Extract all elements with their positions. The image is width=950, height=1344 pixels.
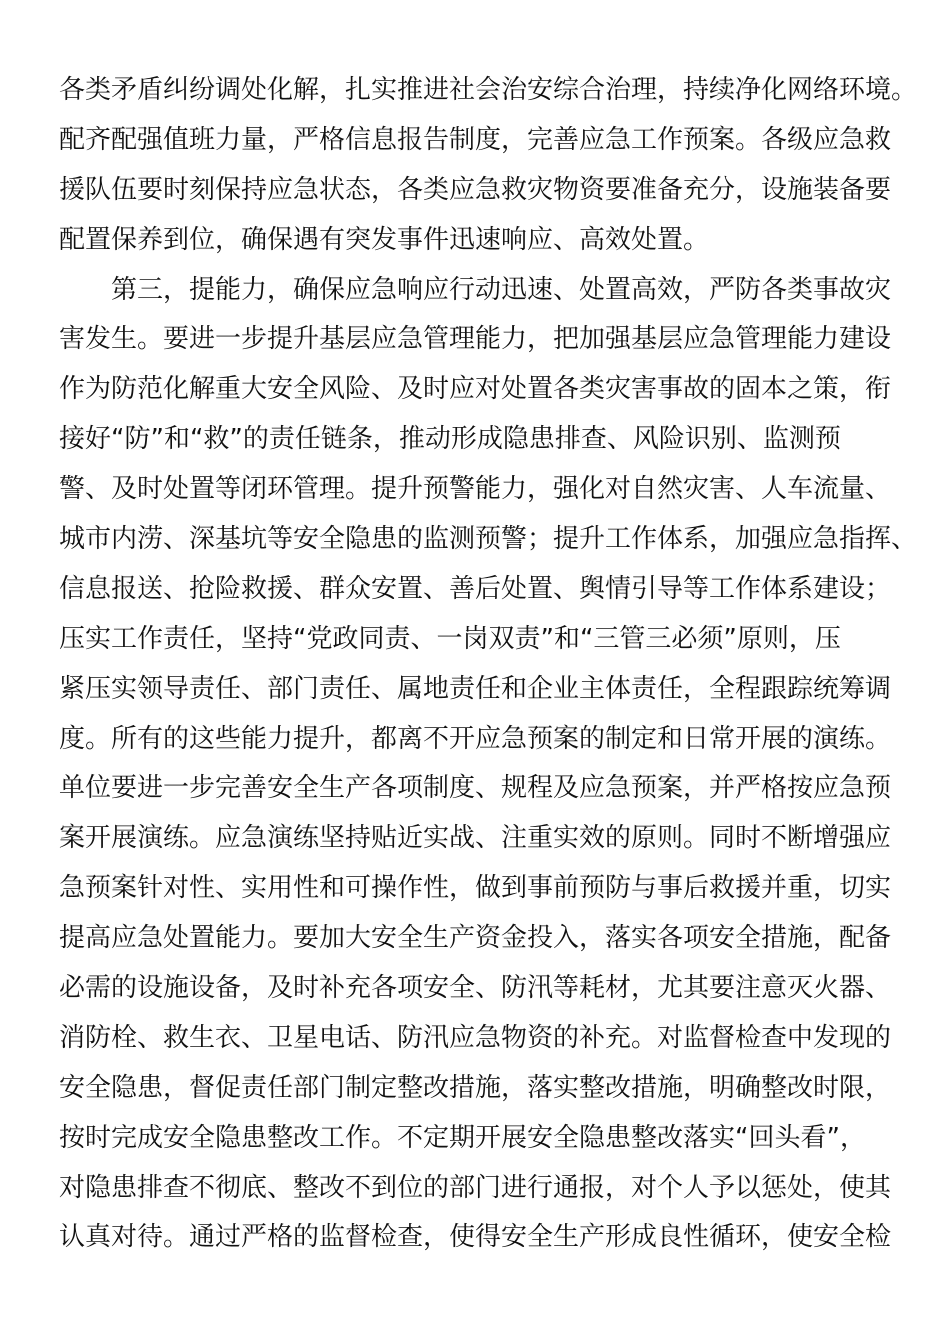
text-line: 援队伍要时刻保持应急状态，各类应急救灾物资要准备充分，设施装备要 bbox=[59, 174, 892, 205]
text-line: 急预案针对性、实用性和可操作性，做到事前预防与事后救援并重，切实 bbox=[59, 873, 892, 904]
text-line: 城市内涝、深基坑等安全隐患的监测预警；提升工作体系，加强应急指挥、 bbox=[59, 524, 918, 555]
text-line: 安全隐患，督促责任部门制定整改措施，落实整改措施，明确整改时限， bbox=[59, 1072, 892, 1103]
text-line: 消防栓、救生衣、卫星电话、防汛应急物资的补充。对监督检查中发现的 bbox=[59, 1022, 892, 1053]
text-line: 作为防范化解重大安全风险、及时应对处置各类灾害事故的固本之策，衔 bbox=[59, 374, 892, 405]
text-line: 接好“防”和“救”的责任链条，推动形成隐患排查、风险识别、监测预 bbox=[59, 424, 841, 455]
text-line: 按时完成安全隐患整改工作。不定期开展安全隐患整改落实“回头看”， bbox=[59, 1122, 866, 1153]
text-line: 单位要进一步完善安全生产各项制度、规程及应急预案，并严格按应急预 bbox=[59, 773, 892, 804]
text-line: 信息报送、抢险救援、群众安置、善后处置、舆情引导等工作体系建设； bbox=[59, 573, 892, 604]
body-text bbox=[59, 66, 918, 1263]
text-line: 提高应急处置能力。要加大安全生产资金投入，落实各项安全措施，配备 bbox=[59, 923, 892, 954]
text-line: 认真对待。通过严格的监督检查，使得安全生产形成良性循环，使安全检 bbox=[59, 1222, 892, 1253]
text-line: 各类矛盾纠纷调处化解，扎实推进社会治安综合治理，持续净化网络环境。 bbox=[59, 75, 918, 105]
text-line: 害发生。要进一步提升基层应急管理能力，把加强基层应急管理能力建设 bbox=[59, 324, 892, 355]
text-line: 必需的设施设备，及时补充各项安全、防汛等耗材，尤其要注意灭火器、 bbox=[59, 973, 892, 1004]
text-line: 压实工作责任，坚持“党政同责、一岗双责”和“三管三必须”原则，压 bbox=[59, 623, 841, 654]
text-line: 案开展演练。应急演练坚持贴近实战、注重实效的原则。同时不断增强应 bbox=[59, 823, 892, 854]
text-line: 配齐配强值班力量，严格信息报告制度，完善应急工作预案。各级应急救 bbox=[59, 124, 892, 155]
text-line: 紧压实领导责任、部门责任、属地责任和企业主体责任，全程跟踪统筹调 bbox=[59, 673, 892, 704]
text-line: 警、及时处置等闭环管理。提升预警能力，强化对自然灾害、人车流量、 bbox=[59, 474, 892, 505]
text-line: 对隐患排查不彻底、整改不到位的部门进行通报，对个人予以惩处，使其 bbox=[59, 1172, 892, 1203]
paragraph-start-line: 第三，提能力，确保应急响应行动迅速、处置高效，严防各类事故灾 bbox=[111, 274, 892, 305]
text-line: 配置保养到位，确保遇有突发事件迅速响应、高效处置。 bbox=[59, 224, 710, 255]
text-line: 度。所有的这些能力提升，都离不开应急预案的制定和日常开展的演练。 bbox=[59, 723, 892, 754]
